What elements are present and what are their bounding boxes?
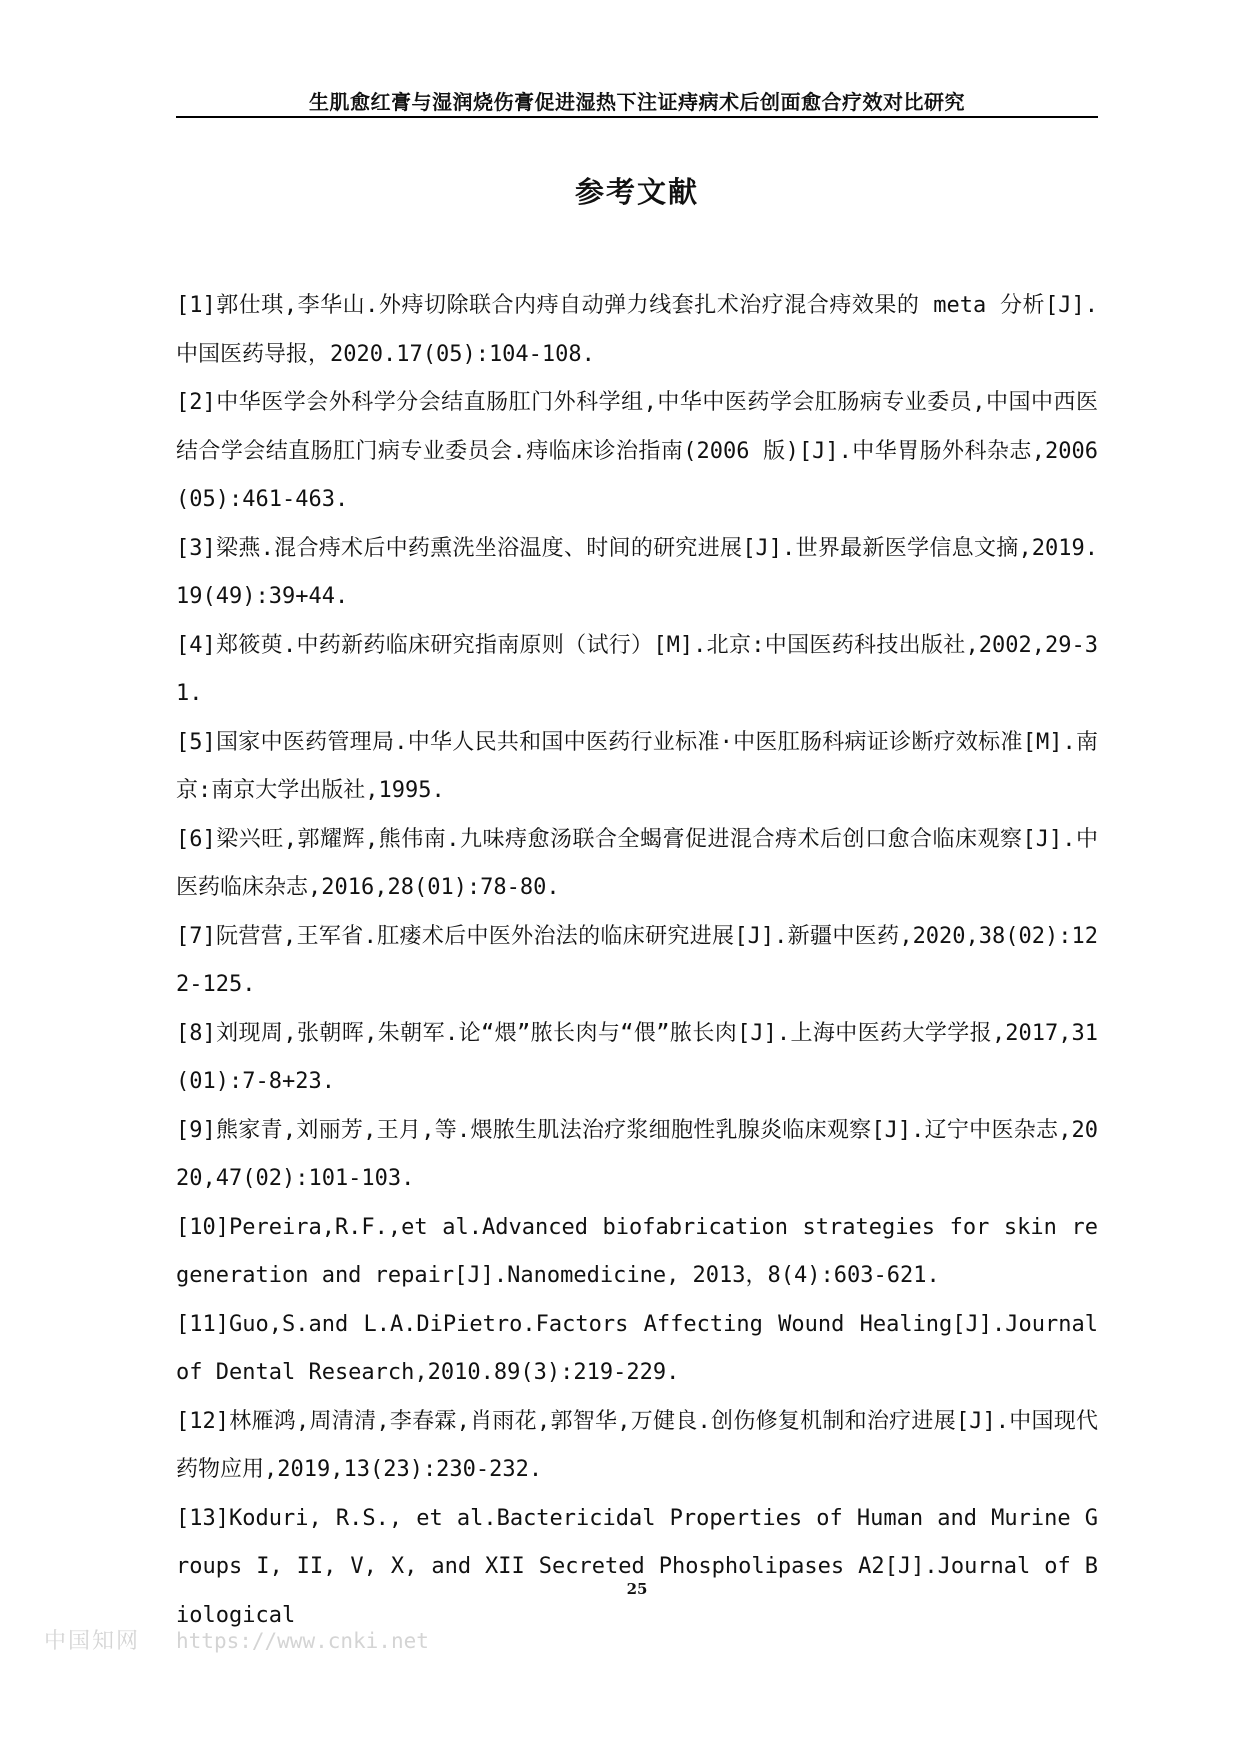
reference-item-5: [5]国家中医药管理局.中华人民共和国中医药行业标准·中医肛肠科病证诊断疗效标准[M].南京:南京大学出版社,1995.	[176, 729, 1098, 803]
reference-item-7: [7]阮营营,王军省.肛瘘术后中医外治法的临床研究进展[J].新疆中医药,2020,38(02):122-125.	[176, 923, 1098, 997]
reference-list	[176, 282, 1098, 1640]
reference-item-2: [2]中华医学会外科学分会结直肠肛门外科学组,中华中医药学会肛肠病专业委员,中国中西医结合学会结直肠肛门病专业委员会.痔临床诊治指南(2006 版)[J].中华胃肠外科杂志,2006(05):461-463.	[176, 390, 1098, 512]
reference-item-6: [6]梁兴旺,郭耀辉,熊伟南.九味痔愈汤联合全蝎膏促进混合痔术后创口愈合临床观察[J].中医药临床杂志,2016,28(01):78-80.	[176, 826, 1098, 900]
reference-item-1: [1]郭仕琪,李华山.外痔切除联合内痔自动弹力线套扎术治疗混合痔效果的 meta 分析[J].中国医药导报，2020.17(05):104-108.	[176, 293, 1098, 367]
reference-item-4: [4]郑筱萸.中药新药临床研究指南原则（试行）[M].北京:中国医药科技出版社,2002,29-31.	[176, 632, 1098, 706]
reference-item-8: [8]刘现周,张朝晖,朱朝军.论“煨”脓长肉与“偎”脓长肉[J].上海中医药大学学报,2017,31(01):7-8+23.	[176, 1020, 1098, 1094]
reference-item-12: [12]林雁鸿,周清清,李春霖,肖雨花,郭智华,万健良.创伤修复机制和治疗进展[J].中国现代药物应用,2019,13(23):230-232.	[176, 1408, 1098, 1482]
watermark-name: 中国知网	[44, 1629, 141, 1654]
page-number: 25	[626, 1580, 648, 1598]
reference-item-11: [11]Guo,S.and L.A.DiPietro.Factors Affecting Wound Healing[J].Journal of Dental Research,2010.89(3):219-229.	[176, 1311, 1098, 1385]
reference-item-13: [13]Koduri, R.S., et al.Bactericidal Properties of Human and Murine Groups I, II, V, X, and XII Secreted Phospholipases A2[J].Journal of Biological	[176, 1505, 1098, 1628]
reference-item-9: [9]熊家青,刘丽芳,王月,等.煨脓生肌法治疗浆细胞性乳腺炎临床观察[J].辽宁中医杂志,2020,47(02):101-103.	[176, 1117, 1098, 1191]
running-header-title: 生肌愈红膏与湿润烧伤膏促进湿热下注证痔病术后创面愈合疗效对比研究	[309, 90, 965, 114]
reference-item-10: [10]Pereira,R.F.,et al.Advanced biofabrication strategies for skin regeneration and repair[J].Nanomedicine, 2013，8(4):603-621.	[176, 1214, 1098, 1288]
watermark-url: https://www.cnki.net	[176, 1629, 429, 1653]
header-rule	[176, 116, 1098, 118]
cnki-watermark	[44, 1624, 429, 1655]
page-title: 参考文献	[574, 175, 699, 209]
reference-item-3: [3]梁燕.混合痔术后中药熏洗坐浴温度、时间的研究进展[J].世界最新医学信息文摘,2019.19(49):39+44.	[176, 535, 1098, 609]
